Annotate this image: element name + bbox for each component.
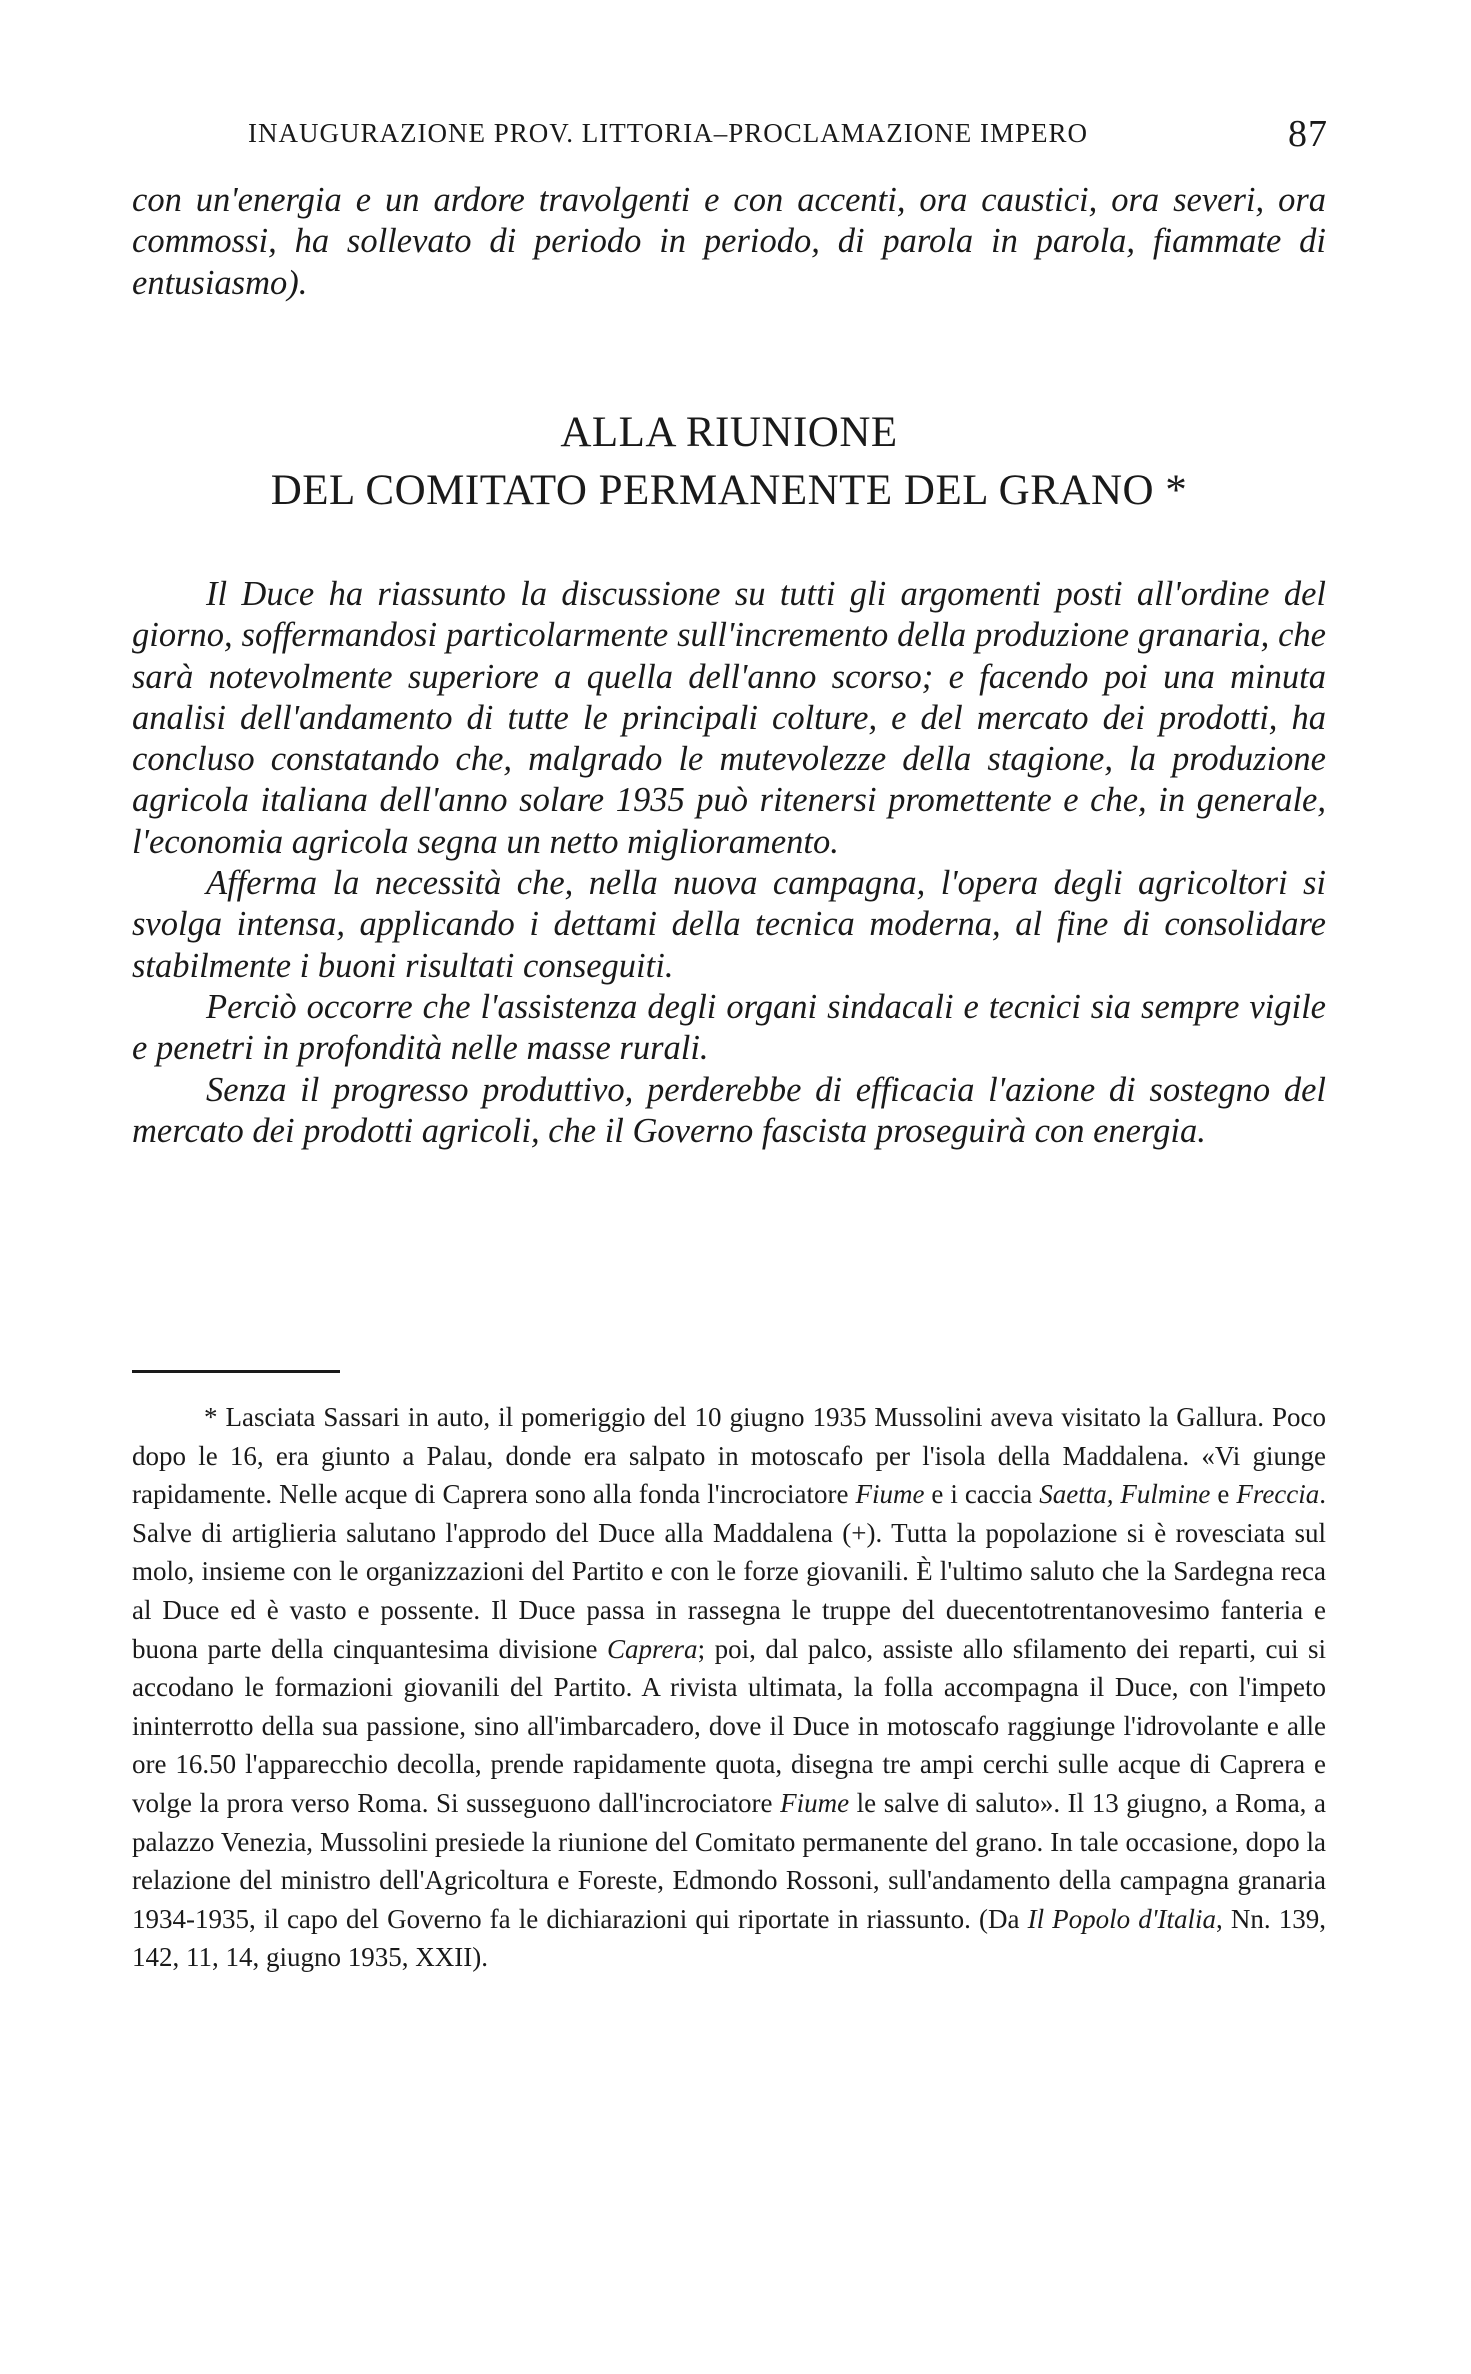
footnote-text-2: e i caccia [924, 1479, 1040, 1510]
footnote-text-3: e [1210, 1479, 1237, 1510]
section-heading-line-1: ALLA RIUNIONE [560, 409, 898, 456]
footnote [132, 1398, 1326, 1977]
section-heading-line-2: DEL COMITATO PERMANENTE DEL GRANO * [270, 467, 1188, 514]
footnote-text-1: * Lasciata Sassari in auto, il pomeriggio del 10 giugno 1935 Mussolini aveva visitato la Gallura. Poco dopo le 16, era giunto a Palau, donde era salpato in motoscafo per l'isola della Maddalena. «Vi giunge rapidamente. Nelle acque di Caprera sono alla fonda l'incrociatore [132, 1402, 1326, 1510]
ship-name-freccia: Freccia [1236, 1479, 1320, 1510]
intro-paragraph: con un'energia e un ardore travolgenti e con accenti, ora caustici, ora severi, ora commossi, ha sollevato di periodo in periodo, di parola in parola, fiammate di entusiasmo). [132, 181, 1326, 302]
ship-names-saetta-fulmine: Saetta, Fulmine [1039, 1479, 1211, 1510]
footnote-text-5: ; poi, dal palco, assiste allo sfilamento dei reparti, cui si accodano le formazioni giovanili del Partito. A rivista ultimata, la folla accompagna il Duce, con l'impeto ininterrotto della sua passione, sino all'imbarcadero, dove il Duce in motoscafo raggiunge l'idrovolante e alle ore 16.50 l'apparecchio decolla, prende rapidamente quota, disegna tre ampi cerchi sulle acque di Caprera e volge la prora verso Roma. Si susseguono dall'incrociatore [132, 1633, 1327, 1818]
footnote-lead [132, 1402, 204, 1432]
body-paragraph-3: Perciò occorre che l'assistenza degli organi sindacali e tecnici sia sempre vigile e penetri in profondità nelle masse rurali. [132, 987, 1326, 1068]
ship-name-fiume-2: Fiume [780, 1787, 850, 1818]
section-heading [132, 404, 1326, 520]
newspaper-name: Il Popolo d'Italia [1027, 1903, 1217, 1934]
ship-name-fiume: Fiume [855, 1479, 925, 1510]
body-paragraph-4: Senza il progresso produttivo, perderebbe di efficacia l'azione di sostegno del mercato dei prodotti agricoli, che il Governo fascista proseguirà con energia. [132, 1070, 1326, 1150]
footnote-text-4: . Salve di artiglieria salutano l'approdo del Duce alla Maddalena (+). Tutta la popolazione si è rovesciata sul molo, insieme con le organizzazioni del Partito e con le forze giovanili. È l'ultimo saluto che la Sardegna reca al Duce ed è vasto e possente. Il Duce passa in rassegna le truppe del duecentotrentanovesimo fanteria e buona parte della cinquantesima divisione [132, 1479, 1327, 1664]
page-number: 87 [1288, 113, 1328, 155]
speech-summary [132, 574, 1326, 1152]
footnote-text-6: le salve di saluto». Il 13 giugno, a Roma, a palazzo Venezia, Mussolini presiede la riunione del Comitato permanente del grano. In tale occasione, dopo la relazione del ministro dell'Agricoltura e Foreste, Edmondo Rossoni, sull'andamento della campagna granaria 1934-1935, il capo del Governo fa le dichiarazioni qui riportate in riassunto. (Da [132, 1787, 1326, 1934]
running-header-title: INAUGURAZIONE PROV. LITTORIA–PROCLAMAZIONE IMPERO [248, 118, 1089, 148]
body-paragraph-1: Il Duce ha riassunto la discussione su tutti gli argomenti posti all'ordine del giorno, soffermandosi particolarmente sull'incremento della produzione granaria, che sarà notevolmente superiore a quella dell'anno scorso; e facendo poi una minuta analisi dell'andamento di tutte le principali colture, e del mercato dei prodotti, ha concluso constatando che, malgrado le mutevolezze della stagione, la produzione agricola italiana dell'anno solare 1935 può ritenersi promettente e che, in generale, l'economia agricola segna un netto miglioramento. [132, 575, 1326, 861]
running-header [248, 112, 1328, 160]
footnote-divider [132, 1370, 340, 1373]
footnote-text-7: , Nn. 139, 142, 11, 14, giugno 1935, XXII). [132, 1903, 1326, 1973]
body-paragraph-2: Afferma la necessità che, nella nuova campagna, l'opera degli agricoltori si svolga intensa, applicando i dettami della tecnica moderna, al fine di consolidare stabilmente i buoni risultati conseguiti. [132, 864, 1326, 985]
division-name-caprera: Caprera [607, 1633, 698, 1664]
